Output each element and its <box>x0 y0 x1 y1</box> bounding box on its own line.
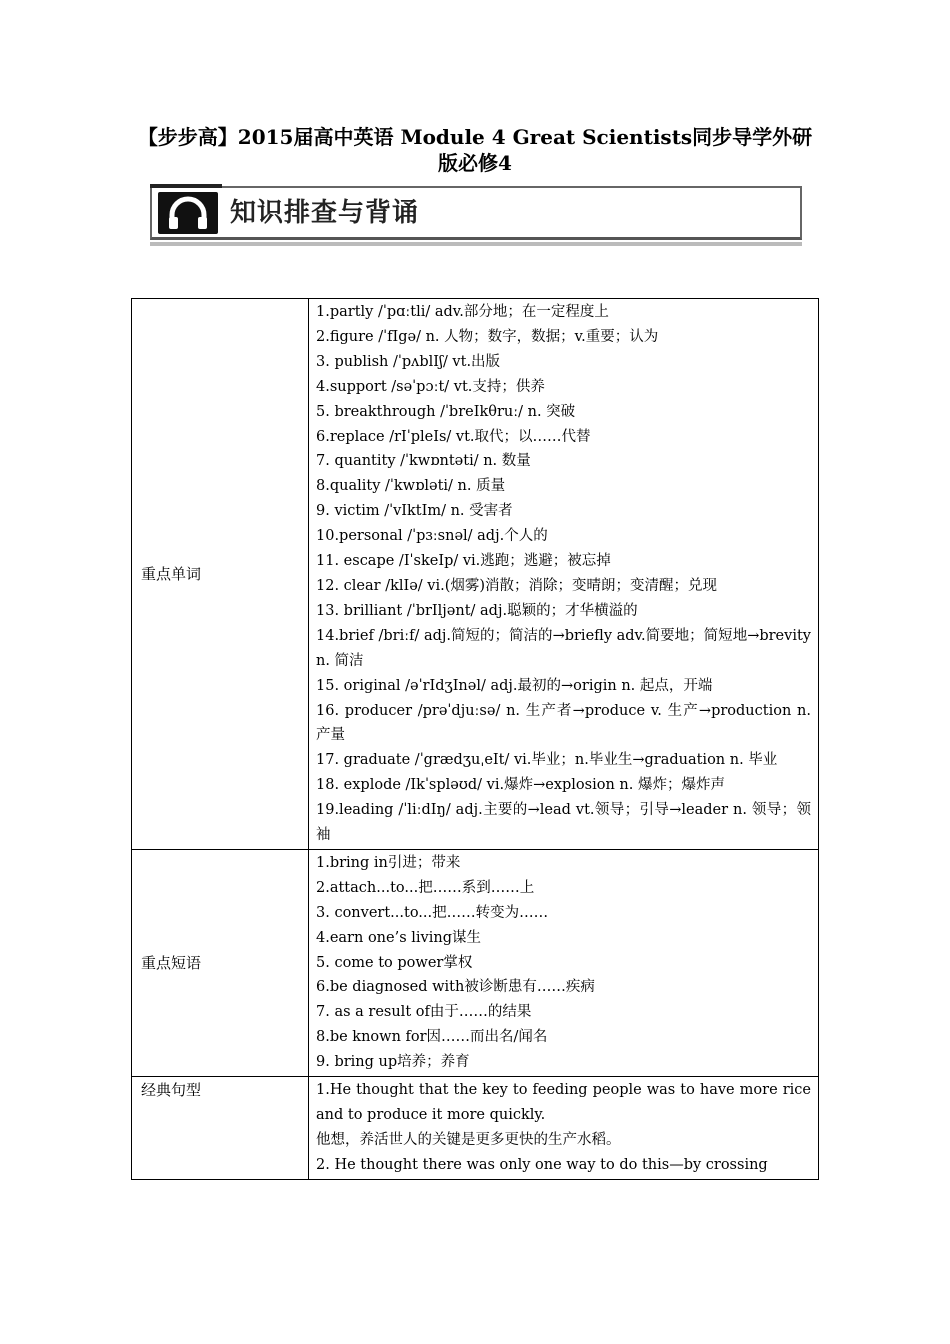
list-item: 3. convert...to...把……转变为…… <box>316 904 549 921</box>
banner-shadow <box>150 242 802 246</box>
list-item: 7. quantity /ˈkwɒntəti/ n. 数量 <box>316 453 531 470</box>
list-item: 2.attach...to...把……系到……上 <box>316 879 535 896</box>
list-item: 3. publish /ˈpʌblIʃ/ vt.出版 <box>316 353 501 370</box>
list-item: 11. escape /IˈskeIp/ vi.逃跑；逃避；被忘掉 <box>316 553 611 570</box>
list-item: 19.leading /ˈliːdIŋ/ adj.主要的→lead vt.领导；引导→leader n. 领导；领袖 <box>316 802 811 844</box>
list-item: 14.brief /briːf/ adj.简短的；简洁的→briefly adv.简要地；简短地→brevity n. 简洁 <box>316 627 811 669</box>
list-item: 10.personal /ˈpɜːsnəl/ adj.个人的 <box>316 528 548 545</box>
list-item: 9. victim /ˈvIktIm/ n. 受害者 <box>316 503 513 520</box>
list-item: 1.partly /ˈpɑːtli/ adv.部分地；在一定程度上 <box>316 304 609 320</box>
list-item: 12. clear /klIə/ vi.(烟雾)消散；消除；变晴朗；变清醒；兑现 <box>316 577 718 594</box>
knowledge-table <box>131 298 819 1180</box>
list-item: 2. He thought there was only one way to do this—by crossing <box>316 1156 768 1173</box>
section-content-sentences <box>309 1077 819 1180</box>
list-item: 他想，养活世人的关键是更多更快的生产水稻。 <box>316 1131 621 1148</box>
list-item: 9. bring up培养；养育 <box>316 1054 470 1071</box>
banner-title: 知识排查与背诵 <box>230 198 420 228</box>
list-item: 4.earn one’s living谋生 <box>316 929 481 946</box>
list-item: 18. explode /Ikˈspləʊd/ vi.爆炸→explosion n. 爆炸；爆炸声 <box>316 777 725 794</box>
section-content-words <box>309 299 819 850</box>
table-row <box>132 849 819 1076</box>
section-label-phrases: 重点短语 <box>132 849 309 1076</box>
table-row <box>132 1077 819 1180</box>
list-item: 5. breakthrough /ˈbreIkθruː/ n. 突破 <box>316 403 576 420</box>
list-item: 15. original /əˈrIdʒInəl/ adj.最初的→origin n. 起点，开端 <box>316 677 713 694</box>
list-item: 7. as a result of由于……的结果 <box>316 1004 532 1021</box>
list-item: 4.support /səˈpɔːt/ vt.支持；供养 <box>316 378 545 395</box>
list-item: 17. graduate /ˈgrædʒuˌeIt/ vi.毕业；n.毕业生→graduation n. 毕业 <box>316 752 778 769</box>
list-item: 1.He thought that the key to feeding people was to have more rice and to produce it more quickly. <box>316 1082 811 1123</box>
section-label-sentences: 经典句型 <box>132 1077 309 1180</box>
section-label-words: 重点单词 <box>132 299 309 850</box>
list-item: 13. brilliant /ˈbrIljənt/ adj.聪颖的；才华横溢的 <box>316 602 638 619</box>
table-row <box>132 299 819 850</box>
list-item: 5. come to power掌权 <box>316 954 473 971</box>
list-item: 8.be known for因……而出名/闻名 <box>316 1029 548 1046</box>
document-title: 【步步高】2015届高中英语 Module 4 Great Scientists同步导学外研版必修4 <box>137 125 813 175</box>
banner-top-bar <box>150 184 222 188</box>
list-item: 2.figure /ˈfIgə/ n. 人物；数字，数据；v.重要；认为 <box>316 328 659 345</box>
list-item: 6.replace /rIˈpleIs/ vt.取代；以……代替 <box>316 428 591 445</box>
list-item: 1.bring in引进；带来 <box>316 854 461 871</box>
list-item: 6.be diagnosed with被诊断患有……疾病 <box>316 979 595 996</box>
section-banner <box>150 186 802 240</box>
list-item: 8.quality /ˈkwɒləti/ n. 质量 <box>316 478 506 495</box>
list-item: 16. producer /prəˈdjuːsə/ n. 生产者→produce v. 生产→production n. 产量 <box>316 702 811 744</box>
headphones-icon <box>158 192 218 234</box>
section-content-phrases <box>309 849 819 1076</box>
